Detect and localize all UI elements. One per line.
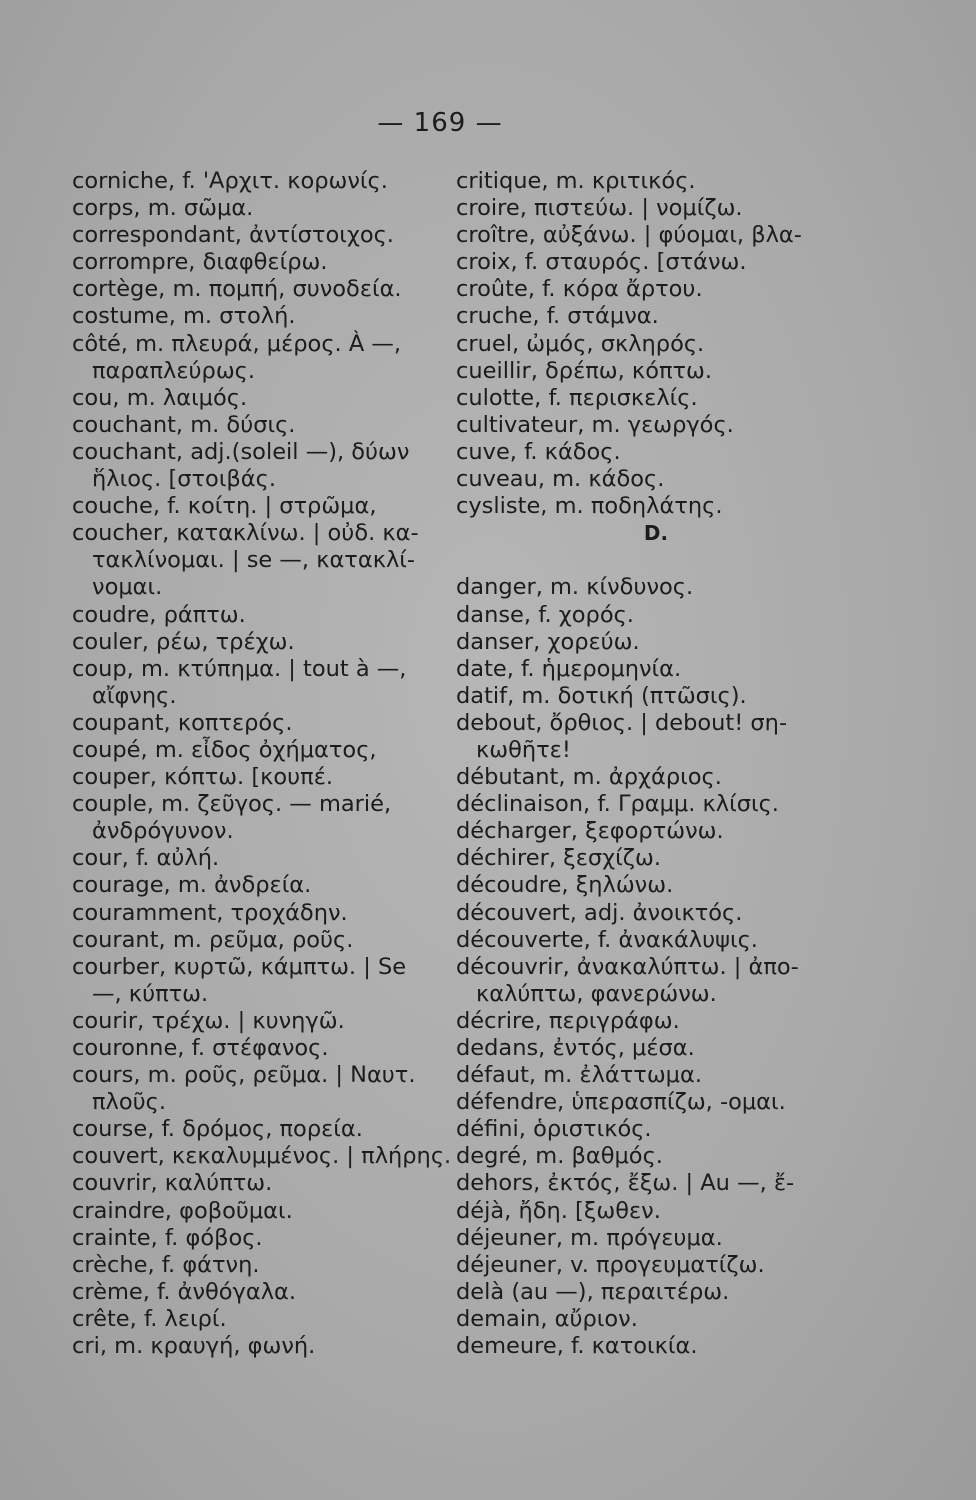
dictionary-entry: croître, αὐξάνω. | φύομαι, βλα- — [456, 222, 802, 249]
dictionary-entry: demain, αὔριον. — [456, 1305, 638, 1332]
dictionary-entry: découverte, f. ἀνακάλυψις. — [456, 926, 758, 953]
dictionary-entry: défaut, m. ἐλάττωμα. — [456, 1062, 702, 1089]
dictionary-entry: courage, m. ἀνδρεία. — [72, 872, 312, 899]
dictionary-entry: couramment, τροχάδην. — [72, 899, 348, 926]
dictionary-entry: cuve, f. κάδος. — [456, 438, 621, 465]
dictionary-entry: coupant, κοπτερός. — [72, 709, 293, 736]
dictionary-entry: coucher, κατακλίνω. | οὐδ. κα- — [72, 520, 419, 547]
page-number: — 169 — — [377, 108, 503, 138]
dictionary-entry: couper, κόπτω. [κουπέ. — [72, 764, 334, 791]
dictionary-entry: croix, f. σταυρός. [στάνω. — [456, 249, 747, 276]
entry-continuation: καλύπτω, φανερώνω. — [476, 980, 717, 1007]
dictionary-entry: demeure, f. κατοικία. — [456, 1333, 698, 1360]
dictionary-entry: couler, ρέω, τρέχω. — [72, 628, 295, 655]
dictionary-entry: dehors, ἐκτός, ἔξω. | Au —, ἔ- — [456, 1170, 795, 1197]
dictionary-entry: course, f. δρόμος, πορεία. — [72, 1116, 363, 1143]
dictionary-entry: couvert, κεκαλυμμένος. | πλήρης. — [72, 1143, 452, 1170]
dictionary-entry: courir, τρέχω. | κυνηγῶ. — [72, 1007, 345, 1034]
entry-continuation: —, κύπτω. — [92, 980, 209, 1007]
entry-continuation: παραπλεύρως. — [92, 357, 256, 384]
dictionary-entry — [456, 547, 836, 574]
left-column — [72, 168, 472, 1360]
dictionary-entry: découvrir, ἀνακαλύπτω. | ἀπο- — [456, 953, 799, 980]
entry-continuation: ἥλιος. [στοιβάς. — [92, 466, 276, 493]
dictionary-entry: décrire, περιγράφω. — [456, 1007, 680, 1034]
entry-continuation: πλοῦς. — [92, 1089, 167, 1116]
dictionary-entry: danser, χορεύω. — [456, 628, 640, 655]
entry-continuation: αἴφνης. — [92, 682, 177, 709]
dictionary-entry: déjà, ἤδη. [ξωθεν. — [456, 1197, 661, 1224]
dictionary-entry: date, f. ἡμερομηνία. — [456, 655, 682, 682]
dictionary-entry: courant, m. ρεῦμα, ροῦς. — [72, 926, 354, 953]
dictionary-entry: découvert, adj. ἀνοικτός. — [456, 899, 743, 926]
dictionary-entry: cours, m. ροῦς, ρεῦμα. | Ναυτ. — [72, 1062, 416, 1089]
dictionary-entry: cruel, ὠμός, σκληρός. — [456, 330, 705, 357]
dictionary-entry: cruche, f. στάμνα. — [456, 303, 659, 330]
dictionary-entry: corps, m. σῶμα. — [72, 195, 254, 222]
dictionary-entry: croire, πιστεύω. | νομίζω. — [456, 195, 743, 222]
dictionary-entry: crème, f. ἀνθόγαλα. — [72, 1278, 297, 1305]
dictionary-entry: cri, m. κραυγή, φωνή. — [72, 1333, 316, 1360]
dictionary-entry: couvrir, καλύπτω. — [72, 1170, 273, 1197]
dictionary-entry: déjeuner, m. πρόγευμα. — [456, 1224, 723, 1251]
dictionary-entry: déjeuner, v. προγευματίζω. — [456, 1251, 765, 1278]
dictionary-entry: cysliste, m. ποδηλάτης. — [456, 493, 723, 520]
dictionary-entry: degré, m. βαθμός. — [456, 1143, 663, 1170]
dictionary-entry: culotte, f. περισκελίς. — [456, 384, 698, 411]
dictionary-entry: découdre, ξηλώνω. — [456, 872, 674, 899]
dictionary-entry: défendre, ὑπερασπίζω, -ομαι. — [456, 1089, 786, 1116]
dictionary-entry: déclinaison, f. Γραμμ. κλίσις. — [456, 791, 779, 818]
dictionary-entry: cueillir, δρέπω, κόπτω. — [456, 357, 713, 384]
dictionary-entry: correspondant, ἀντίστοιχος. — [72, 222, 394, 249]
right-column — [456, 168, 836, 1360]
dictionary-entry: décharger, ξεφορτώνω. — [456, 818, 724, 845]
dictionary-entry: craindre, φοβοῦμαι. — [72, 1197, 293, 1224]
dictionary-entry: côté, m. πλευρά, μέρος. À —, — [72, 330, 402, 357]
dictionary-entry: cou, m. λαιμός. — [72, 384, 248, 411]
entry-continuation: νομαι. — [92, 574, 163, 601]
dictionary-entry: croûte, f. κόρα ἄρτου. — [456, 276, 703, 303]
dictionary-entry: crèche, f. φάτνη. — [72, 1251, 260, 1278]
dictionary-entry: couple, m. ζεῦγος. — marié, — [72, 791, 392, 818]
dictionary-entry: debout, ὄρθιος. | debout! ση- — [456, 709, 788, 736]
dictionary-entry: couronne, f. στέφανος. — [72, 1035, 329, 1061]
section-letter: D. — [643, 521, 669, 546]
entry-continuation: κωθῆτε! — [476, 736, 571, 763]
dictionary-entry: datif, m. δοτική (πτῶσις). — [456, 682, 747, 709]
entry-continuation: τακλίνομαι. | se —, κατακλί- — [92, 547, 415, 574]
dictionary-entry: corniche, f. 'Αρχιτ. κορωνίς. — [72, 168, 388, 194]
dictionary-entry: coupé, m. εἶδος ὀχήματος, — [72, 736, 377, 763]
dictionary-entry: dedans, ἐντός, μέσα. — [456, 1035, 695, 1061]
dictionary-entry: crainte, f. φόβος. — [72, 1224, 263, 1251]
dictionary-entry: cultivateur, m. γεωργός. — [456, 411, 734, 438]
entry-continuation: ἀνδρόγυνον. — [92, 818, 234, 845]
dictionary-entry: couchant, m. δύσις. — [72, 411, 296, 438]
dictionary-entry: cour, f. αὐλή. — [72, 845, 220, 872]
dictionary-entry: débutant, m. ἀρχάριος. — [456, 764, 722, 791]
dictionary-entry: défini, ὁριστικός. — [456, 1116, 652, 1143]
dictionary-entry: cortège, m. πομπή, συνοδεία. — [72, 276, 402, 303]
dictionary-entry: déchirer, ξεσχίζω. — [456, 845, 661, 872]
dictionary-entry: crête, f. λειρί. — [72, 1305, 227, 1332]
dictionary-entry: couche, f. κοίτη. | στρῶμα, — [72, 493, 377, 520]
dictionary-entry: critique, m. κριτικός. — [456, 168, 696, 194]
dictionary-entry: coudre, ράπτω. — [72, 601, 246, 628]
dictionary-entry: couchant, adj.(soleil —), δύων — [72, 438, 410, 465]
dictionary-entry: danse, f. χορός. — [456, 601, 634, 628]
dictionary-entry: danger, m. κίνδυνος. — [456, 574, 694, 601]
dictionary-entry: corrompre, διαφθείρω. — [72, 249, 328, 276]
dictionary-entry: costume, m. στολή. — [72, 303, 296, 330]
dictionary-entry: coup, m. κτύπημα. | tout à —, — [72, 655, 407, 682]
dictionary-entry: cuveau, m. κάδος. — [456, 466, 665, 493]
dictionary-entry: delà (au —), περαιτέρω. — [456, 1278, 730, 1305]
dictionary-entry: courber, κυρτῶ, κάμπτω. | Se — [72, 953, 407, 980]
